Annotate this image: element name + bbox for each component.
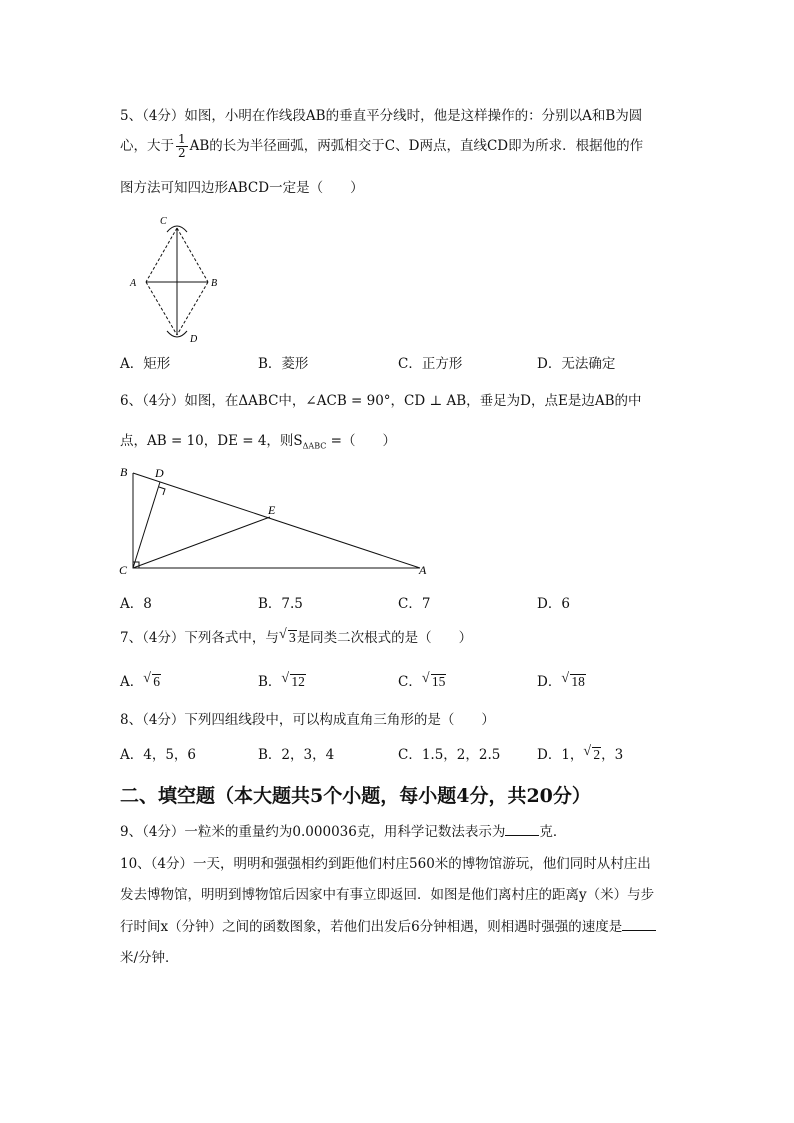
q7-stem — [120, 626, 472, 646]
q7-option-a[interactable] — [120, 670, 161, 690]
label-b: B — [120, 465, 128, 479]
q7-option-b[interactable] — [258, 670, 306, 690]
q5-option-b[interactable]: B．菱形 — [258, 356, 309, 372]
label-d: D — [190, 334, 198, 345]
q5-figure-rhombus — [120, 210, 230, 350]
label-d: D — [155, 466, 164, 480]
q9-suffix: 克． — [539, 824, 567, 840]
q5-line1: 5、（4分）如图，小明在作线段AB的垂直平分线时，他是这样操作的：分别以A和B为圆 — [120, 108, 643, 124]
fraction-numerator: 1 — [178, 132, 186, 146]
q7-option-c-label: C． — [398, 674, 422, 690]
q6-figure-triangle — [112, 460, 442, 585]
q6-line2-prefix: 点，AB = 10，DE = 4，则S — [120, 433, 303, 449]
q10-answer-blank[interactable] — [622, 918, 656, 931]
sqrt-2: √ 2 — [592, 747, 601, 762]
q10-line3 — [120, 915, 656, 935]
q6-option-d[interactable]: D．6 — [537, 596, 570, 612]
q10-line2: 发去博物馆，明明到博物馆后因家中有事立即返回．如图是他们离村庄的距离y（米）与步 — [120, 887, 655, 903]
q8-stem: 8、（4分）下列四组线段中，可以构成直角三角形的是（ ） — [120, 712, 495, 728]
rhombus-edge-ad — [146, 282, 177, 335]
q5-option-d[interactable]: D．无法确定 — [537, 356, 616, 372]
label-c: C — [160, 216, 167, 227]
fraction-denominator: 2 — [178, 146, 186, 160]
q6-option-a[interactable]: A．8 — [120, 596, 152, 612]
sqrt-3: √ 3 — [288, 630, 297, 645]
q7-option-c[interactable] — [398, 670, 446, 690]
q7-option-a-radical: √ 6 — [152, 674, 161, 689]
q7-option-a-label: A． — [120, 674, 144, 690]
q10-line3-text: 行时间x（分钟）之间的函数图象，若他们出发后6分钟相遇，则相遇时强强的速度是 — [120, 919, 623, 935]
q6-line1: 6、（4分）如图，在ΔABC中，∠ACB = 90°，CD ⊥ AB，垂足为D，点E是边AB的中 — [120, 393, 642, 409]
q5-line2 — [120, 133, 643, 160]
section-title-fill-in: 二、填空题（本大题共5个小题，每小题4分，共20分） — [120, 785, 591, 807]
label-c: C — [119, 563, 128, 577]
q5-option-c[interactable]: C．正方形 — [398, 356, 463, 372]
q5-line3: 图方法可知四边形ABCD一定是（ ） — [120, 180, 364, 196]
q6-subscript: ΔABC — [302, 441, 327, 451]
q9-answer-blank[interactable] — [505, 823, 539, 836]
q7-option-d-label: D． — [537, 674, 562, 690]
label-a: A — [130, 278, 137, 289]
q7-suffix: 是同类二次根式的是（ ） — [296, 630, 473, 646]
segment-cd — [133, 482, 160, 568]
q8-option-d-prefix: D．1， — [537, 747, 584, 763]
q7-option-d[interactable] — [537, 670, 586, 690]
q8-option-d[interactable] — [537, 743, 623, 763]
q6-option-c[interactable]: C．7 — [398, 596, 431, 612]
q9-prefix: 9、（4分）一粒米的重量约为0.000036克，用科学记数法表示为 — [120, 824, 506, 840]
label-e: E — [268, 503, 276, 517]
q7-option-b-label: B． — [258, 674, 282, 690]
q7-option-d-radical: √ 18 — [570, 674, 586, 689]
right-angle-d — [159, 487, 165, 495]
q7-option-c-radical: √ 15 — [431, 674, 447, 689]
rhombus-edge-cb — [177, 228, 208, 282]
q9-stem — [120, 820, 566, 840]
fraction-one-half — [176, 133, 188, 160]
q6-line2-suffix: =（ ） — [326, 433, 396, 449]
q8-option-b[interactable]: B．2，3，4 — [258, 747, 335, 763]
q5-line2-suffix: AB的长为半径画弧，两弧相交于C、D两点，直线CD即为所求．根据他的作 — [189, 138, 644, 154]
segment-ce — [133, 517, 270, 568]
q6-line2 — [120, 429, 396, 451]
rhombus-edge-ca — [146, 228, 177, 282]
q10-line4: 米/分钟． — [120, 950, 179, 966]
q7-option-b-radical: √ 12 — [290, 674, 306, 689]
q7-prefix: 7、（4分）下列各式中，与 — [120, 630, 279, 646]
q8-option-d-suffix: ，3 — [601, 747, 624, 763]
q6-option-b[interactable]: B．7.5 — [258, 596, 303, 612]
label-a: A — [419, 563, 427, 577]
q5-line2-prefix: 心，大于 — [120, 138, 174, 154]
q5-option-a[interactable]: A．矩形 — [120, 356, 171, 372]
label-b: B — [211, 278, 218, 289]
side-ab — [133, 473, 420, 568]
q8-option-a[interactable]: A．4，5，6 — [120, 747, 197, 763]
q8-option-c[interactable]: C．1.5，2，2.5 — [398, 747, 501, 763]
q10-line1: 10、（4分）一天，明明和强强相约到距他们村庄560米的博物馆游玩，他们同时从村庄出 — [120, 856, 651, 872]
rhombus-edge-bd — [177, 282, 208, 335]
